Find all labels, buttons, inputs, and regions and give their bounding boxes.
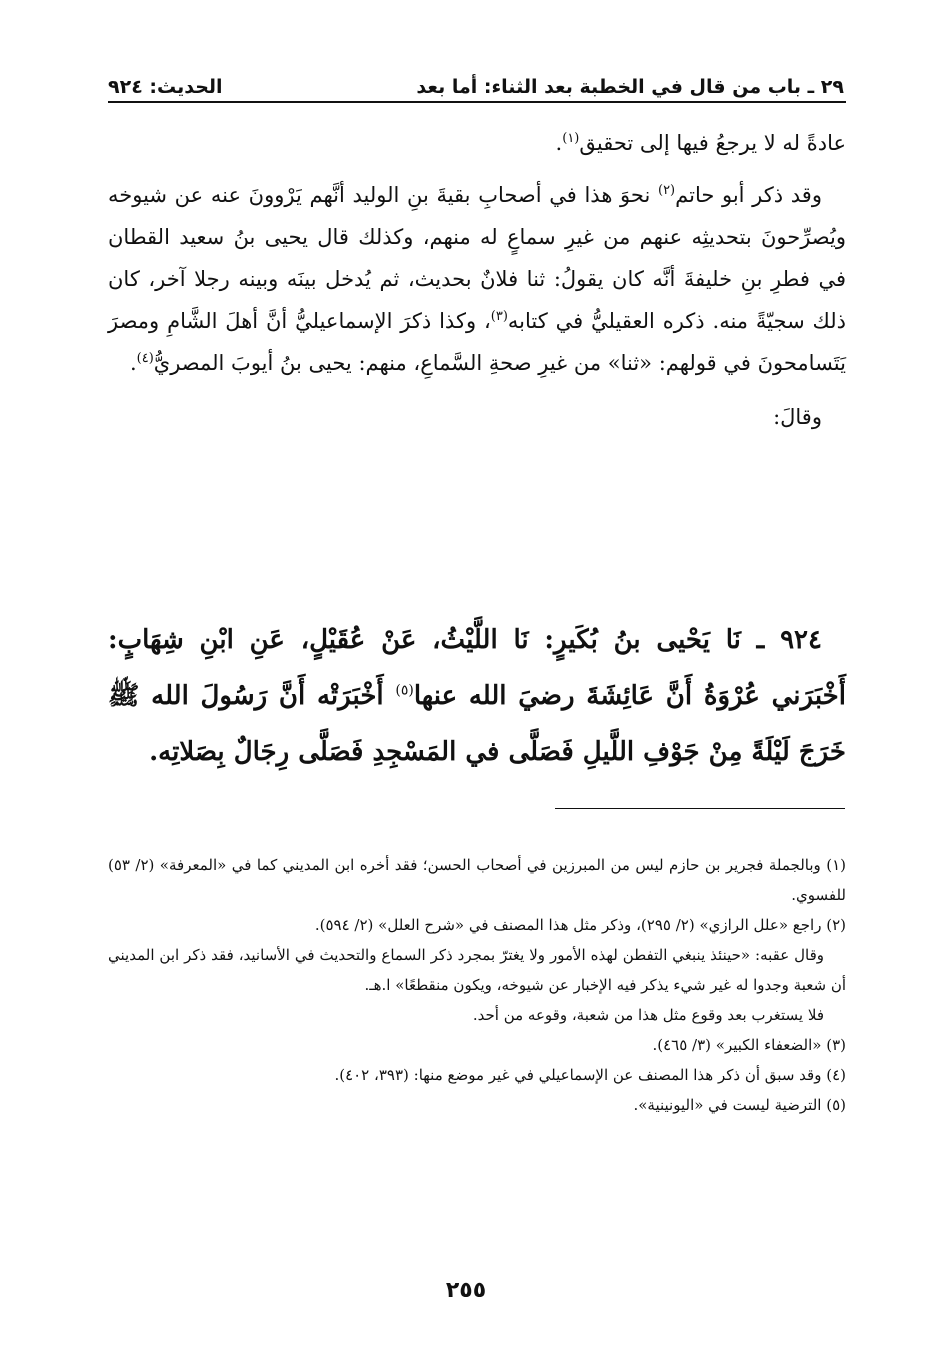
chapter-title: ٢٩ ـ باب من قال في الخطبة بعد الثناء: أما بعد	[416, 76, 844, 98]
paragraph-1	[108, 122, 846, 164]
paragraph-2-text-c: ، وكذا ذكرَ الإسماعيليُّ أنَّ أهلَ الشَّامِ ومصرَ يَتَسامحونَ في قولهم: «ثنا» من غيرِ صحةِ السَّماعِ، منهم: يحيى بنُ أيوبَ المصريُّ	[108, 309, 846, 375]
footnote-2-tail: فلا يستغرب بعد وقوع مثل هذا من شعبة، وقوعه من أحد.	[472, 1006, 824, 1024]
footnote-1: (١) وبالجملة فجرير بن حازم ليس من المبرزين في أصحاب الحسن؛ فقد أخره ابن المديني كما في «المعرفة» (٢/ ٥٣) للفسوي.	[108, 856, 846, 904]
paragraph-2	[108, 174, 846, 384]
paragraph-2-end: .	[129, 351, 137, 375]
paragraph-1-end: .	[555, 131, 563, 155]
footnote-3: (٣) «الضعفاء الكبير» (٣/ ٤٦٥).	[652, 1036, 846, 1054]
footnote-2-continuation: وقال عقبه: «حينئذ ينبغي التفطن لهذه الأمور ولا يغترّ بمجرد ذكر السماع والتحديث في الأسانيد، فقد ذكر ابن المديني أن شعبة وجدوا له غير شيء يذكر فيه الإخبار عن شيوخه، ويكون منقطعًا» ا.هـ.	[108, 946, 846, 994]
header-rule	[108, 101, 846, 103]
footnotes	[108, 850, 846, 1120]
footnote-marker-5: (٥)	[395, 682, 414, 699]
footnote-marker-3: (٣)	[490, 309, 508, 324]
footnote-4: (٤) وقد سبق أن ذكر هذا المصنف عن الإسماعيلي في غير موضع منها: (٣٩٣، ٤٠٢).	[334, 1066, 846, 1084]
footnote-5: (٥) الترضية ليست في «اليونينية».	[633, 1096, 846, 1114]
paragraph-2-text-a: وقد ذكر أبو حاتم	[675, 183, 822, 207]
hadith-text	[108, 612, 846, 780]
main-text	[108, 122, 846, 438]
footnote-marker-1: (١)	[562, 131, 580, 146]
hadith-text-b: أَخْبَرَتْه أَنَّ رَسُولَ الله ﷺ خَرَجَ لَيْلَةً مِنْ جَوْفِ اللَّيلِ فَصَلَّى في المَسْجِدِ فَصَلَّى رِجَالٌ بِصَلاتِه.	[108, 681, 846, 767]
footnote-marker-4: (٤)	[136, 351, 154, 366]
paragraph-1-text: عادةً له لا يرجعُ فيها إلى تحقيق	[579, 131, 846, 155]
page-number: ٢٥٥	[445, 1278, 487, 1303]
paragraph-2-text-b: نحوَ هذا في أصحابِ بقيةَ بنِ الوليد أنَّهم يَرْوونَ عنه عن شيوخه ويُصرِّحونَ بتحديثِه عنهم من غيرِ سماعٍ له منهم، وكذلك قال يحيى بنُ سعيد القطان في فطرِ بنِ خليفةَ أنَّه كان يقولُ: ثنا فلانٌ بحديث، ثم يُدخل بينَه وبينه رجلا آخر، كان ذلك سجيّةً منه. ذكره العقيليُّ في كتابه	[108, 183, 846, 333]
footnote-marker-2: (٢)	[657, 183, 676, 198]
hadith-text-a: ٩٢٤ ـ نَا يَحْيى بنُ بُكَيرٍ: نَا اللَّيْثُ، عَنْ عُقَيْلٍ، عَنِ ابْنِ شِهَابٍ: أَخْبَرَني عُرْوَةُ أَنَّ عَائِشَةَ رضيَ الله عنها	[108, 625, 846, 711]
footnote-separator	[555, 808, 845, 809]
qala-line: وقالَ:	[773, 405, 822, 429]
footnote-2: (٢) راجع «علل الرازي» (٢/ ٢٩٥)، وذكر مثل هذا المصنف في «شرح العلل» (٢/ ٥٩٤).	[314, 916, 846, 934]
running-header	[108, 66, 844, 100]
hadith-reference: الحديث: ٩٢٤	[108, 76, 223, 98]
